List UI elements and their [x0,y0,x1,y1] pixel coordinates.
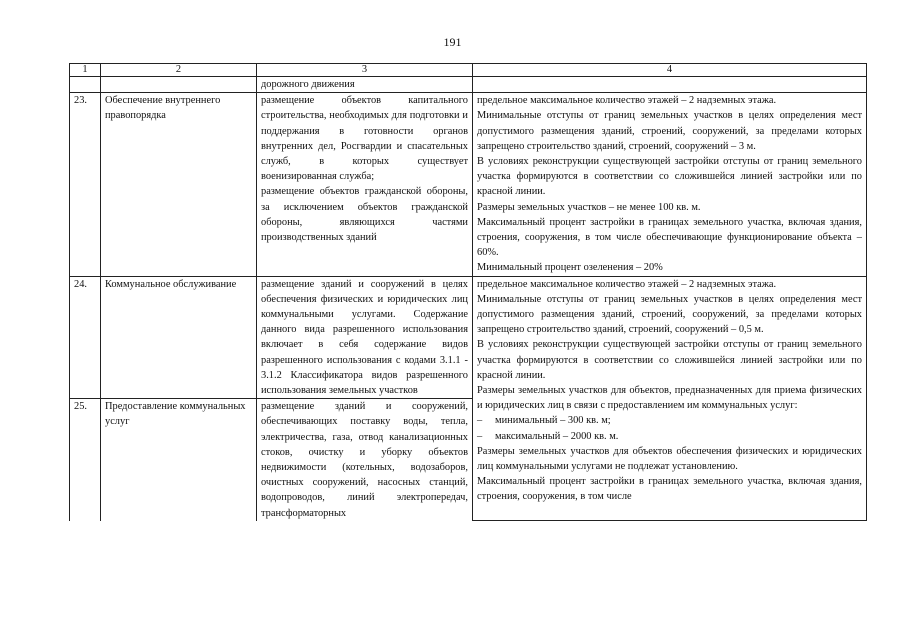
row-number: 23. [70,93,101,276]
use-parameters [473,93,867,276]
param-paragraph: Минимальный процент озеленения – 20% [477,262,663,274]
page-number: 191 [443,35,462,49]
bullet-text: максимальный – 2000 кв. м. [495,430,619,442]
param-paragraph: Размеры земельных участков для объектов обеспечения физических и юридических лиц коммунальными услугами не подлежат установлению. [477,445,862,473]
use-type-name: Коммунальное обслуживание [101,276,257,399]
bullet-mark: – [477,415,483,427]
param-paragraph: Размеры земельных участков – не менее 100 кв. м. [477,201,701,213]
use-type-name: Предоставление коммунальных услуг [101,399,257,521]
table-row [70,276,867,399]
param-paragraph: Минимальные отступы от границ земельных участков в целях определения мест допустимого размещения зданий, строений, сооружений, за пределами которых запрещено строительство зданий, строений, сооружений – 3 м. [477,110,862,152]
param-paragraph: Максимальный процент застройки в границах земельного участка, включая здания, строения, сооружения, в том числе [477,476,862,503]
use-description [257,93,473,276]
continuation-text: дорожного движения [257,77,473,93]
land-use-table [69,63,867,521]
description-paragraph: размещение зданий и сооружений в целях обеспечения физических и юридических лиц коммунальными услугами. Содержание данного вида разрешенного использования включает в себя содержание видов разрешенного использования с кодами 3.1.1 - 3.1.2 Классификатора видов разрешенного использования земельных участков [261,278,468,397]
bullet-item [477,429,862,444]
description-paragraph: размещение зданий и сооружений, обеспечивающих поставку воды, тепла, электричества, газа, отвод канализационных стоков, очистку и уборку объектов недвижимости (котельных, водозаборов, очистных сооружений, насосных станций, водопроводов, линий электропередач, трансформаторных [261,401,468,519]
header-col-4: 4 [473,64,867,77]
row-number: 25. [70,399,101,521]
header-row [70,64,867,77]
param-paragraph: Максимальный процент застройки в границах земельного участка, включая здания, строения, сооружения, в том числе обеспечивающие функционирование объекта – 60%. [477,216,862,259]
bullet-mark: – [477,430,483,442]
param-paragraph: В условиях реконструкции существующей застройки отступы от границ земельного участка формируются в соответствии со сложившейся линией застройки или по красной линии. [477,156,862,198]
header-col-2: 2 [101,64,257,77]
param-paragraph: предельное максимальное количество этажей – 2 надземных этажа. [477,95,777,107]
param-paragraph: Размеры земельных участков для объектов, предназначенных для приема физических и юридических лиц в связи с предоставлением им коммунальных услуг: [477,385,862,412]
header-col-3: 3 [257,64,473,77]
param-paragraph: Минимальные отступы от границ земельных участков в целях определения мест допустимого размещения зданий, строений, сооружений, за пределами которых запрещено строительство зданий, строений, сооружений – 0,5 м. [477,293,862,336]
use-type-name: Обеспечение внутреннего правопорядка [101,93,257,276]
table-row [70,93,867,276]
description-paragraph: размещение объектов гражданской обороны, за исключением объектов гражданской обороны, являющихся частями производственных зданий [261,186,468,244]
param-paragraph: предельное максимальное количество этажей – 2 надземных этажа. [477,278,777,290]
header-col-1: 1 [70,64,101,77]
use-description [257,276,473,399]
description-paragraph: размещение объектов капитального строительства, необходимых для подготовки и поддержания в готовности органов внутренних дел, Росгвардии и спасательных служб, в которых существует военизированная служба; [261,95,468,183]
use-parameters [473,276,867,521]
bullet-item [477,413,862,428]
use-description [257,399,473,521]
continuation-row [70,77,867,93]
param-paragraph: В условиях реконструкции существующей застройки отступы от границ земельного участка формируются в соответствии со сложившейся линией застройки или по красной линии. [477,339,862,381]
row-number: 24. [70,276,101,399]
bullet-text: минимальный – 300 кв. м; [495,415,611,427]
